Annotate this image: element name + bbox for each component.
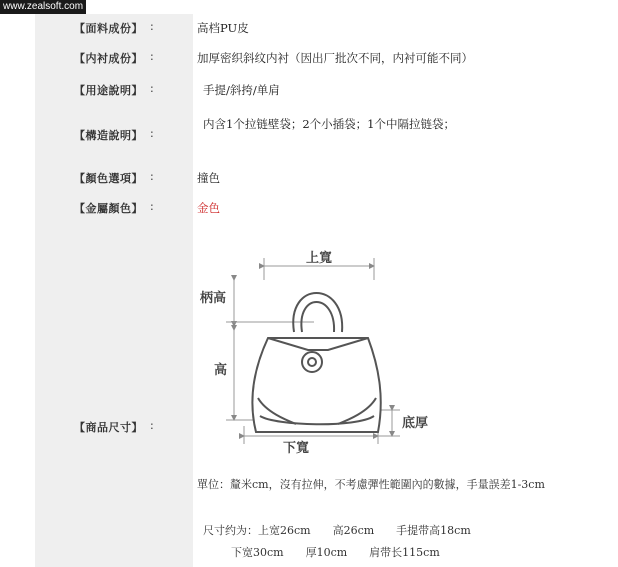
fabric-value: 高档PU皮 [197, 21, 249, 35]
color-value: 撞色 [197, 171, 220, 185]
usage-value: 手提/斜挎/单肩 [203, 83, 280, 97]
usage-label: 【用途說明】 [74, 84, 143, 97]
lining-colon: : [150, 50, 154, 63]
fabric-colon: : [150, 20, 154, 33]
structure-value: 内含1个拉链壁袋；2个小插袋；1个中隔拉链袋； [203, 117, 455, 131]
metal-color-value: 金色 [197, 201, 220, 215]
metal-color-colon: : [150, 200, 154, 213]
size-colon: : [150, 419, 154, 432]
bottom-thickness-label: 底厚 [402, 416, 429, 431]
usage-colon: : [150, 82, 154, 95]
lining-value: 加厚密织斜纹内衬（因出厂批次不同，内衬可能不同） [197, 51, 473, 65]
size-line-2: 下宽30cm 厚10cm 肩带长115cm [231, 546, 440, 559]
top-width-label: 上寬 [305, 251, 333, 266]
structure-label: 【構造說明】 [74, 129, 143, 142]
bag-dimension-diagram [196, 240, 456, 460]
bag-outline [252, 293, 380, 432]
size-label: 【商品尺寸】 [74, 421, 143, 434]
size-line-1: 尺寸约为：上宽26cm 高26cm 手提带高18cm [203, 524, 471, 537]
fabric-label: 【面料成份】 [74, 22, 143, 35]
height-label: 高 [214, 363, 228, 378]
metal-color-label: 【金屬顏色】 [74, 202, 143, 215]
color-label: 【顏色選項】 [74, 172, 143, 185]
bottom-width-label: 下寬 [282, 441, 310, 456]
structure-colon: : [150, 127, 154, 140]
lining-label: 【内衬成份】 [74, 52, 143, 65]
watermark: www.zealsoft.com [0, 0, 86, 14]
handle-height-label: 柄高 [200, 291, 227, 306]
unit-note: 單位：釐米cm，沒有拉伸，不考慮彈性範圍內的數據，手量誤差1-3cm [197, 478, 545, 491]
color-colon: : [150, 170, 154, 183]
